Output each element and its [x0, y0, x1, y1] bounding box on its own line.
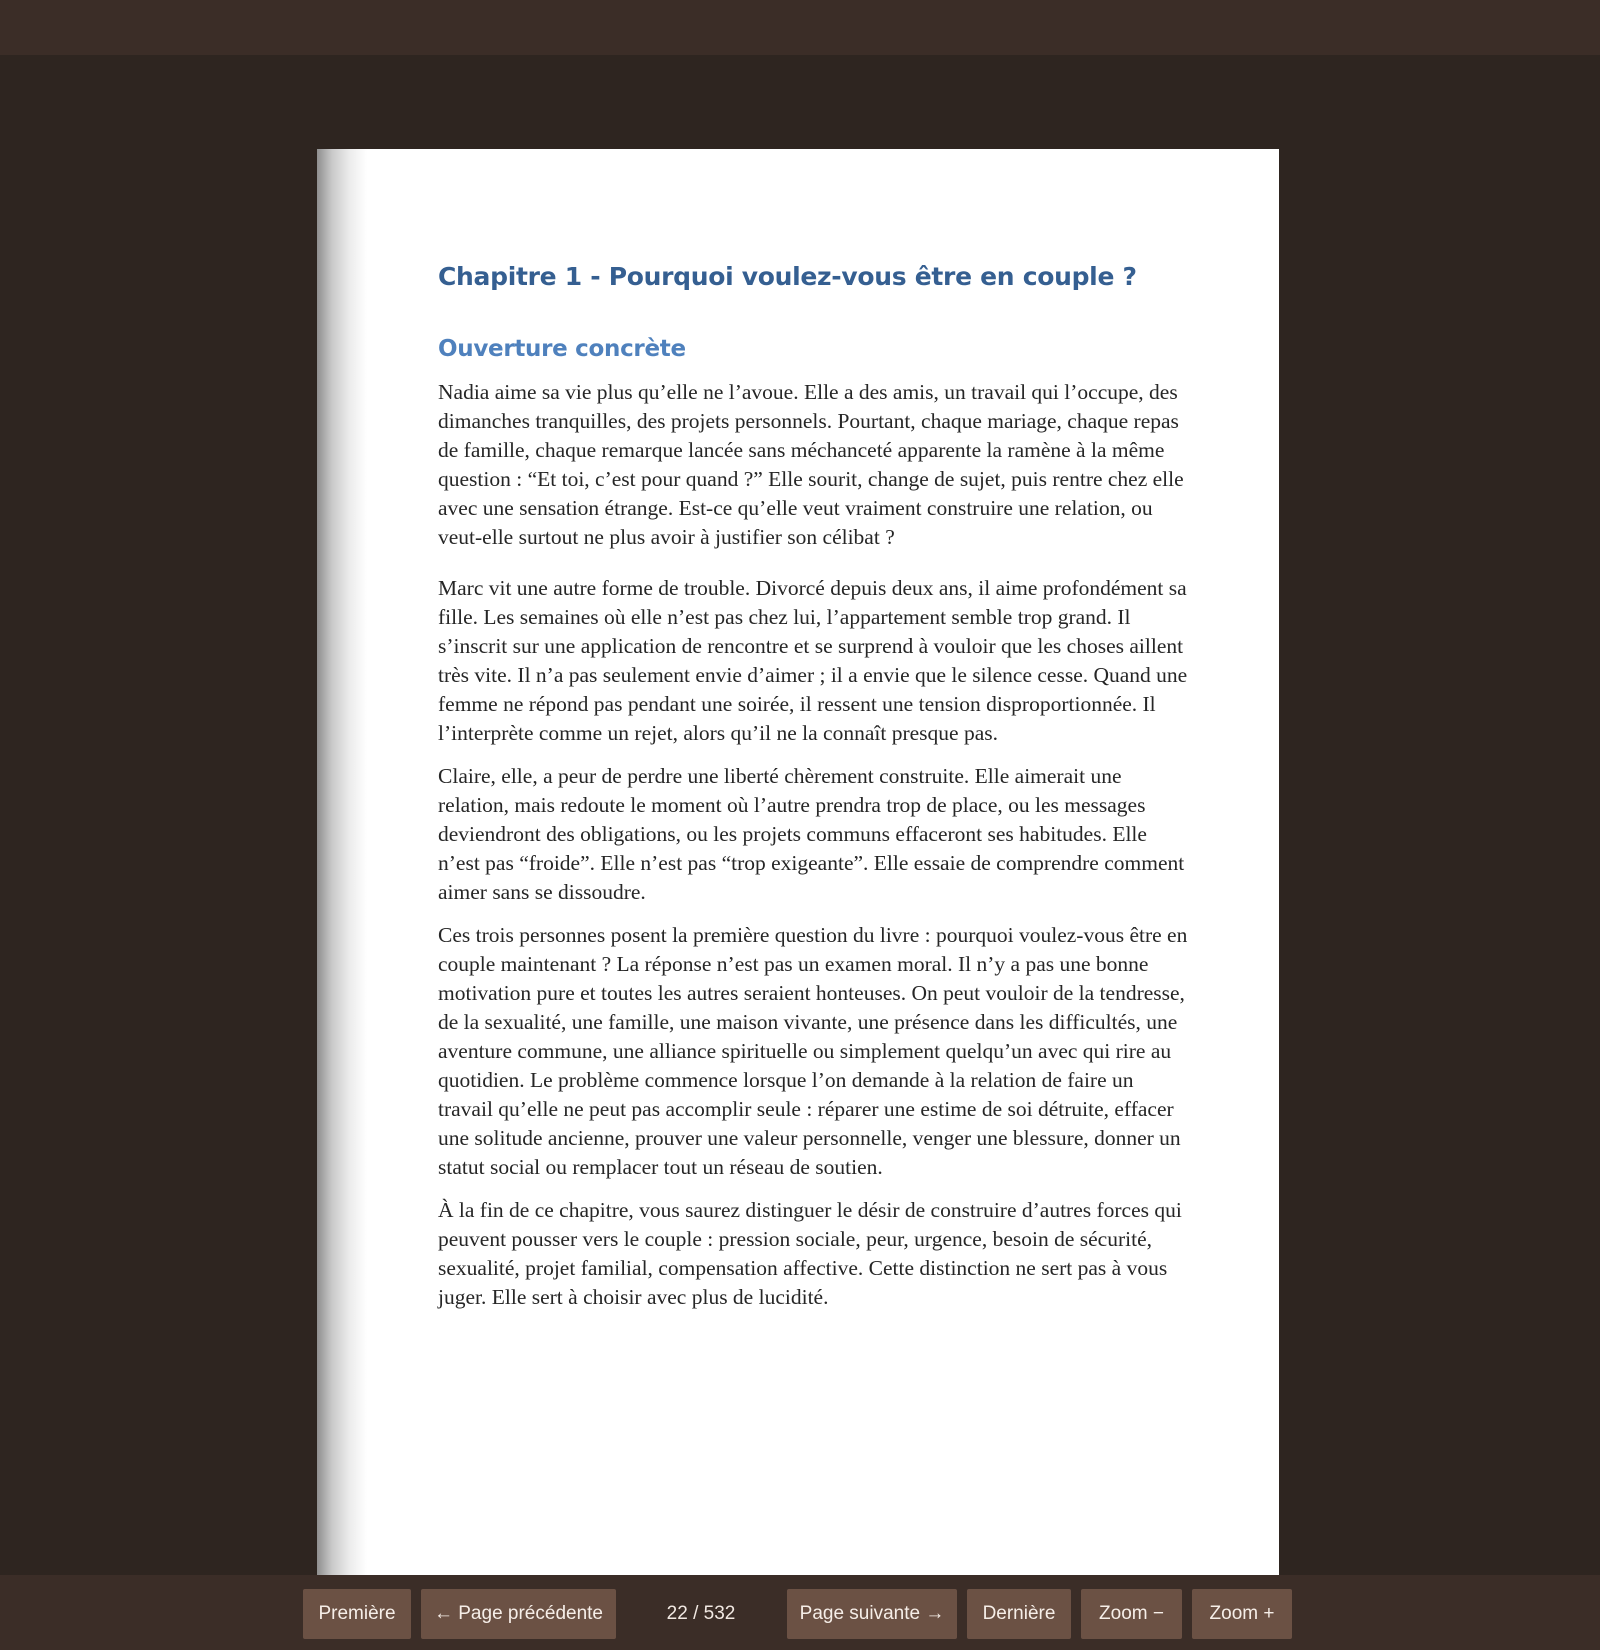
next-page-button[interactable]: Page suivante → [787, 1589, 957, 1639]
paragraph: Claire, elle, a peur de perdre une liberté chèrement construite. Elle aimerait une relation, mais redoute le moment où l’autre prendra trop de place, ou les messages deviendront des obligations, ou les projets communs effaceront ses habitudes. Elle n’est pas “froide”. Elle n’est pas “trop exigeante”. Elle essaie de comprendre comment aimer sans se dissoudre. [438, 764, 1185, 904]
section-title: Ouverture concrète [438, 336, 686, 362]
top-bar [0, 0, 1600, 55]
first-page-button[interactable]: Première [303, 1589, 411, 1639]
paragraph: Ces trois personnes posent la première question du livre : pourquoi voulez-vous être en couple maintenant ? La réponse n’est pas un examen moral. Il n’y a pas une bonne motivation pure et toutes les autres seraient honteuses. On peut vouloir de la tendresse, de la sexualité, une famille, une maison vivante, une présence dans les difficultés, une aventure commune, une alliance spirituelle ou simplement quelqu’un avec qui rire au quotidien. Le problème commence lorsque l’on demande à la relation de faire un travail qu’elle ne peut pas accomplir seule : réparer une estime de soi détruite, effacer une solitude ancienne, prouver une valeur personnelle, venger une blessure, donner un statut social ou remplacer tout un réseau de soutien. [438, 923, 1188, 1179]
page-spine-shadow [317, 149, 367, 1590]
zoom-in-button[interactable]: Zoom + [1192, 1589, 1292, 1639]
page-indicator: 22 / 532 [666, 1603, 736, 1624]
zoom-out-button[interactable]: Zoom − [1081, 1589, 1182, 1639]
paragraph: Nadia aime sa vie plus qu’elle ne l’avoue. Elle a des amis, un travail qui l’occupe, des dimanches tranquilles, des projets personnels. Pourtant, chaque mariage, chaque repas de famille, chaque remarque lancée sans méchanceté apparente la ramène à la même question : “Et toi, c’est pour quand ?” Elle sourit, change de sujet, puis rentre chez elle avec une sensation étrange. Est-ce qu’elle veut vraiment construire une relation, ou veut-elle surtout ne plus avoir à justifier son célibat ? [438, 380, 1184, 549]
page-content [438, 261, 1188, 1326]
paragraph: Marc vit une autre forme de trouble. Divorcé depuis deux ans, il aime profondément sa fille. Les semaines où elle n’est pas chez lui, l’appartement semble trop grand. Il s’inscrit sur une application de rencontre et se surprend à vouloir que les choses aillent très vite. Il n’a pas seulement envie d’aimer ; il a envie que le silence cesse. Quand une femme ne répond pas pendant une soirée, il ressent une tension disproportionnée. Il l’interprète comme un rejet, alors qu’il ne la connaît presque pas. [438, 576, 1188, 745]
book-page [317, 149, 1279, 1590]
document-viewer[interactable] [0, 55, 1600, 1575]
pagination-toolbar [0, 1575, 1600, 1650]
previous-page-button[interactable]: ← Page précédente [421, 1589, 616, 1639]
paragraph: À la fin de ce chapitre, vous saurez distinguer le désir de construire d’autres forces qui peuvent pousser vers le couple : pression sociale, peur, urgence, besoin de sécurité, sexualité, projet familial, compensation affective. Cette distinction ne sert pas à vous juger. Elle sert à choisir avec plus de lucidité. [438, 1198, 1182, 1309]
chapter-title: Chapitre 1 - Pourquoi voulez-vous être en couple ? [438, 262, 1137, 291]
last-page-button[interactable]: Dernière [967, 1589, 1071, 1639]
